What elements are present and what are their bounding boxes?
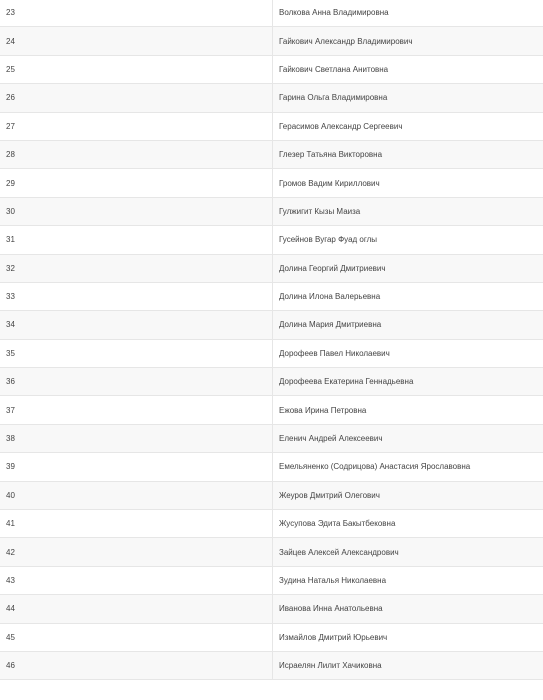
row-full-name: Зайцев Алексей Александрович: [279, 547, 399, 557]
row-full-name: Долина Илона Валерьевна: [279, 292, 381, 302]
table-row: [0, 255, 543, 283]
row-full-name: Дорофеев Павел Николаевич: [279, 348, 390, 358]
row-full-name: Долина Георгий Дмитриевич: [279, 263, 386, 273]
row-full-name: Волкова Анна Владимировна: [279, 8, 389, 18]
row-number: 44: [0, 595, 273, 622]
table-row: [0, 311, 543, 339]
row-number: 27: [0, 113, 273, 140]
row-number: 34: [0, 311, 273, 338]
table-row: [0, 425, 543, 453]
row-full-name: Жеуров Дмитрий Олегович: [279, 490, 380, 500]
row-number: 29: [0, 169, 273, 196]
table-row: [0, 396, 543, 424]
table-row: [0, 27, 543, 55]
table-row: [0, 538, 543, 566]
table-row: [0, 226, 543, 254]
row-full-name: Герасимов Александр Сергеевич: [279, 121, 403, 131]
table-row: [0, 169, 543, 197]
table-row: [0, 0, 543, 27]
row-number: 28: [0, 141, 273, 168]
table-row: [0, 340, 543, 368]
table-row: [0, 482, 543, 510]
table-row: [0, 652, 543, 680]
table-row: [0, 567, 543, 595]
row-full-name: Исраелян Лилит Хачиковна: [279, 661, 382, 671]
row-full-name: Глезер Татьяна Викторовна: [279, 150, 383, 160]
row-number: 24: [0, 27, 273, 54]
table-row: [0, 624, 543, 652]
row-number: 37: [0, 396, 273, 423]
row-full-name: Иванова Инна Анатольевна: [279, 604, 383, 614]
table-row: [0, 141, 543, 169]
row-full-name: Гайкович Светлана Анитовна: [279, 64, 389, 74]
row-full-name: Громов Вадим Кириллович: [279, 178, 380, 188]
table-row: [0, 510, 543, 538]
row-full-name: Измайлов Дмитрий Юрьевич: [279, 632, 388, 642]
row-number: 39: [0, 453, 273, 480]
table-row: [0, 453, 543, 481]
row-number: 38: [0, 425, 273, 452]
table-row: [0, 56, 543, 84]
table-row: [0, 595, 543, 623]
table-row: [0, 368, 543, 396]
table-row: [0, 113, 543, 141]
row-number: 25: [0, 56, 273, 83]
row-number: 35: [0, 340, 273, 367]
row-full-name: Гарина Ольга Владимировна: [279, 93, 388, 103]
row-full-name: Гайкович Александр Владимирович: [279, 36, 413, 46]
row-full-name: Гусейнов Вугар Фуад оглы: [279, 235, 378, 245]
row-number: 31: [0, 226, 273, 253]
row-number: 36: [0, 368, 273, 395]
table-row: [0, 198, 543, 226]
row-number: 33: [0, 283, 273, 310]
row-number: 41: [0, 510, 273, 537]
row-full-name: Ежова Ирина Петровна: [279, 405, 367, 415]
row-number: 40: [0, 482, 273, 509]
row-full-name: Зудина Наталья Николаевна: [279, 576, 387, 585]
row-full-name: Емельяненко (Содрицова) Анастасия Ярославовна: [279, 462, 471, 472]
row-number: 45: [0, 624, 273, 651]
row-number: 26: [0, 84, 273, 111]
row-number: 43: [0, 567, 273, 594]
row-number: 46: [0, 652, 273, 679]
row-number: 42: [0, 538, 273, 565]
row-full-name: Гулжигит Кызы Маиза: [279, 206, 361, 216]
row-full-name: Еленич Андрей Алексеевич: [279, 434, 383, 444]
row-number: 23: [0, 0, 273, 26]
row-number: 32: [0, 255, 273, 282]
row-full-name: Жусупова Эдита Бакытбековна: [279, 519, 396, 529]
table-row: [0, 84, 543, 112]
row-full-name: Долина Мария Дмитриевна: [279, 320, 382, 330]
row-full-name: Дорофеева Екатерина Геннадьевна: [279, 377, 414, 387]
table-row: [0, 283, 543, 311]
row-number: 30: [0, 198, 273, 225]
